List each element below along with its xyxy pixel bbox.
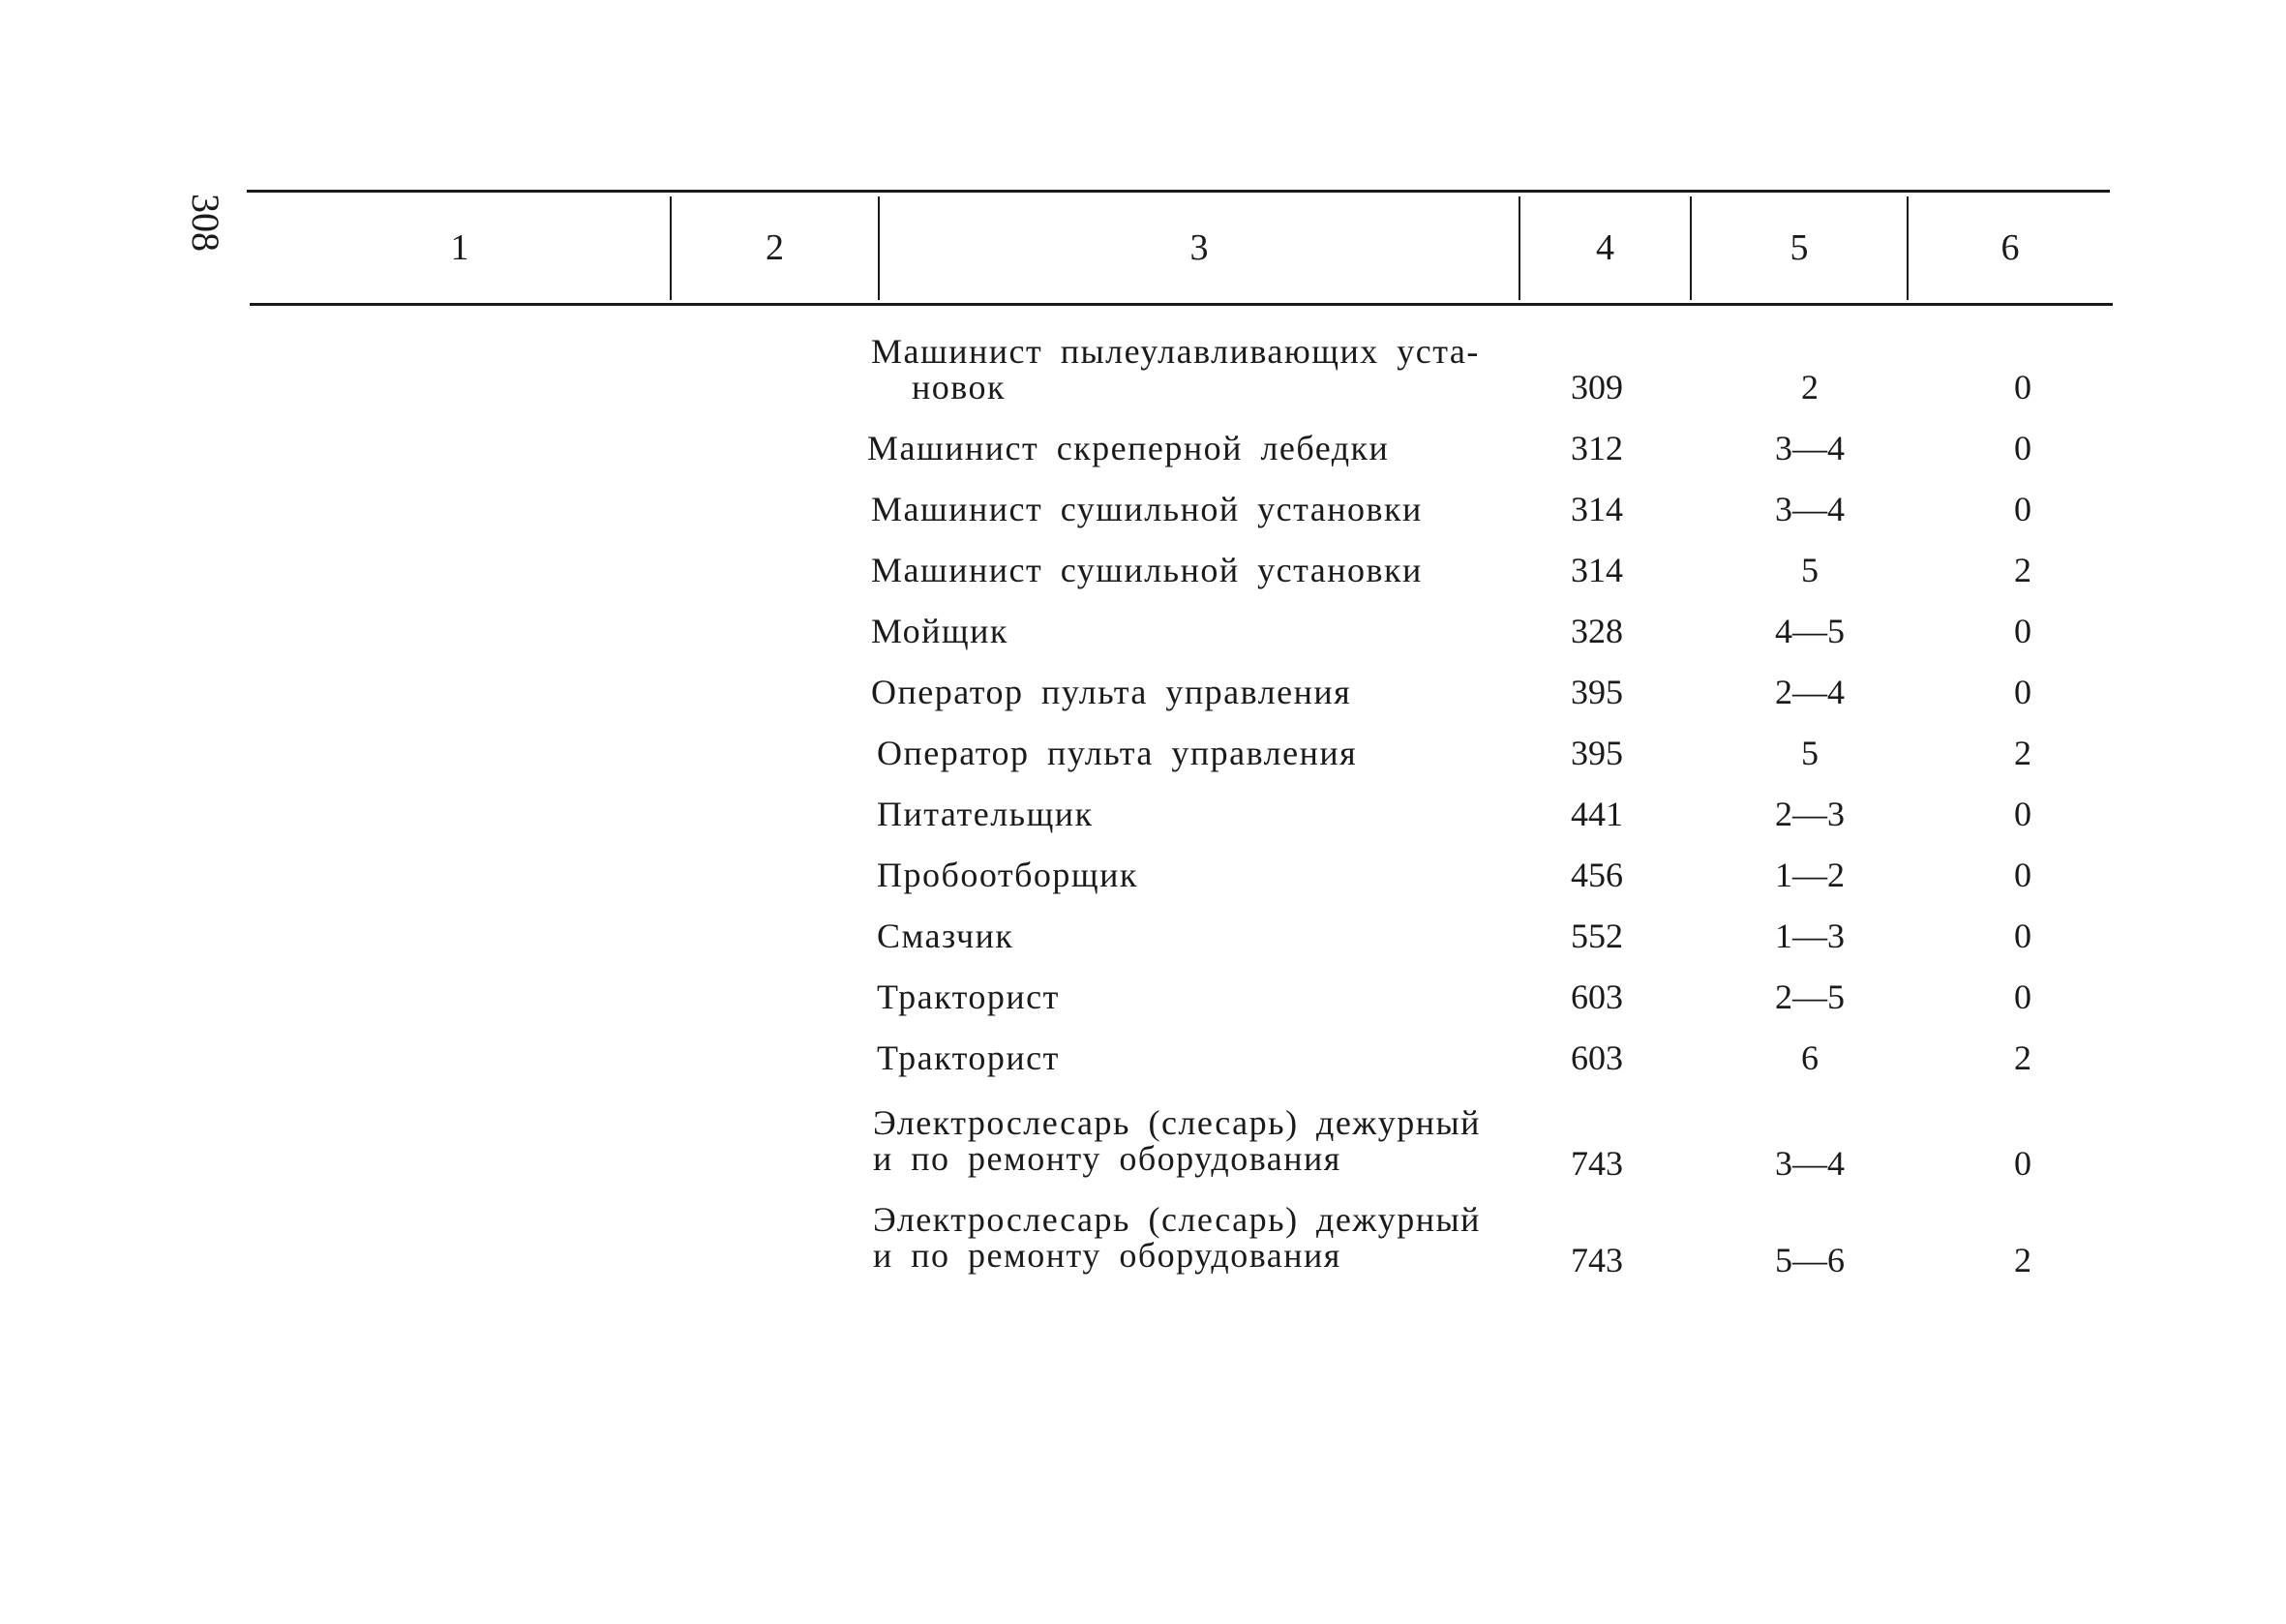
- profession-name: Тракторист: [877, 977, 1060, 1016]
- column-header-5: 5: [1790, 227, 1809, 268]
- profession-code: 552: [1571, 917, 1623, 955]
- profession-name-line: Электрослесарь (слесарь) дежурный: [873, 1103, 1481, 1142]
- grade-range: 3—4: [1775, 429, 1845, 467]
- column-header-3: 3: [1189, 227, 1209, 268]
- grade-range: 3—4: [1775, 1144, 1845, 1183]
- row-value: 0: [2014, 1144, 2031, 1183]
- profession-name: Машинист сушильной установки: [871, 490, 1423, 528]
- profession-name: Питательщик: [877, 795, 1094, 833]
- profession-name-line: Электрослесарь (слесарь) дежурный: [873, 1200, 1481, 1239]
- profession-code: 309: [1571, 368, 1623, 406]
- profession-name-line: и по ремонту оборудования: [873, 1139, 1341, 1178]
- profession-name-line: Машинист пылеулавливающих уста-: [871, 332, 1480, 371]
- grade-range: 2: [1801, 368, 1819, 406]
- column-header-1: 1: [450, 227, 469, 268]
- profession-name: Оператор пульта управления: [877, 734, 1358, 772]
- profession-name: Машинист скреперной лебедки: [867, 429, 1390, 467]
- grade-range: 5: [1801, 734, 1819, 772]
- profession-name: Пробоотборщик: [877, 856, 1138, 894]
- row-value: 0: [2014, 612, 2031, 650]
- row-value: 0: [2014, 795, 2031, 833]
- row-value: 2: [2014, 734, 2031, 772]
- profession-code: 743: [1571, 1241, 1623, 1279]
- profession-code: 441: [1571, 795, 1623, 833]
- grade-range: 1—3: [1775, 917, 1845, 955]
- page-number: 308: [184, 194, 227, 252]
- profession-name: Смазчик: [877, 917, 1014, 955]
- grade-range: 2—4: [1775, 673, 1845, 711]
- profession-code: 603: [1571, 1038, 1623, 1077]
- column-header-6: 6: [2000, 227, 2020, 268]
- row-value: 0: [2014, 856, 2031, 894]
- profession-name: Машинист сушильной установки: [871, 551, 1423, 589]
- table-top-rule: [247, 190, 2110, 193]
- row-value: 2: [2014, 1241, 2031, 1279]
- row-value: 0: [2014, 490, 2031, 528]
- grade-range: 3—4: [1775, 490, 1845, 528]
- profession-name-line: и по ремонту оборудования: [873, 1236, 1341, 1275]
- profession-code: 456: [1571, 856, 1623, 894]
- row-value: 2: [2014, 551, 2031, 589]
- row-value: 0: [2014, 368, 2031, 406]
- row-value: 0: [2014, 917, 2031, 955]
- grade-range: 5: [1801, 551, 1819, 589]
- profession-name: Тракторист: [877, 1038, 1060, 1077]
- profession-name: [871, 334, 1500, 406]
- profession-code: 743: [1571, 1144, 1623, 1183]
- column-header-2: 2: [766, 227, 784, 268]
- profession-name: [873, 1202, 1502, 1274]
- grade-range: 4—5: [1775, 612, 1845, 650]
- row-value: 2: [2014, 1038, 2031, 1077]
- profession-name: Оператор пульта управления: [871, 673, 1352, 711]
- profession-code: 395: [1571, 673, 1623, 711]
- profession-code: 314: [1571, 551, 1623, 589]
- column-header-4: 4: [1596, 227, 1614, 268]
- grade-range: 1—2: [1775, 856, 1845, 894]
- profession-name: [873, 1105, 1502, 1177]
- grade-range: 6: [1801, 1038, 1819, 1077]
- grade-range: 5—6: [1775, 1241, 1845, 1279]
- profession-code: 312: [1571, 429, 1623, 467]
- profession-name: Мойщик: [871, 612, 1008, 650]
- profession-code: 395: [1571, 734, 1623, 772]
- profession-name-line: новок: [912, 368, 1007, 406]
- row-value: 0: [2014, 673, 2031, 711]
- profession-code: 328: [1571, 612, 1623, 650]
- header-bottom-rule: [250, 303, 2113, 306]
- profession-code: 603: [1571, 977, 1623, 1016]
- profession-code: 314: [1571, 490, 1623, 528]
- row-value: 0: [2014, 429, 2031, 467]
- grade-range: 2—3: [1775, 795, 1845, 833]
- grade-range: 2—5: [1775, 977, 1845, 1016]
- row-value: 0: [2014, 977, 2031, 1016]
